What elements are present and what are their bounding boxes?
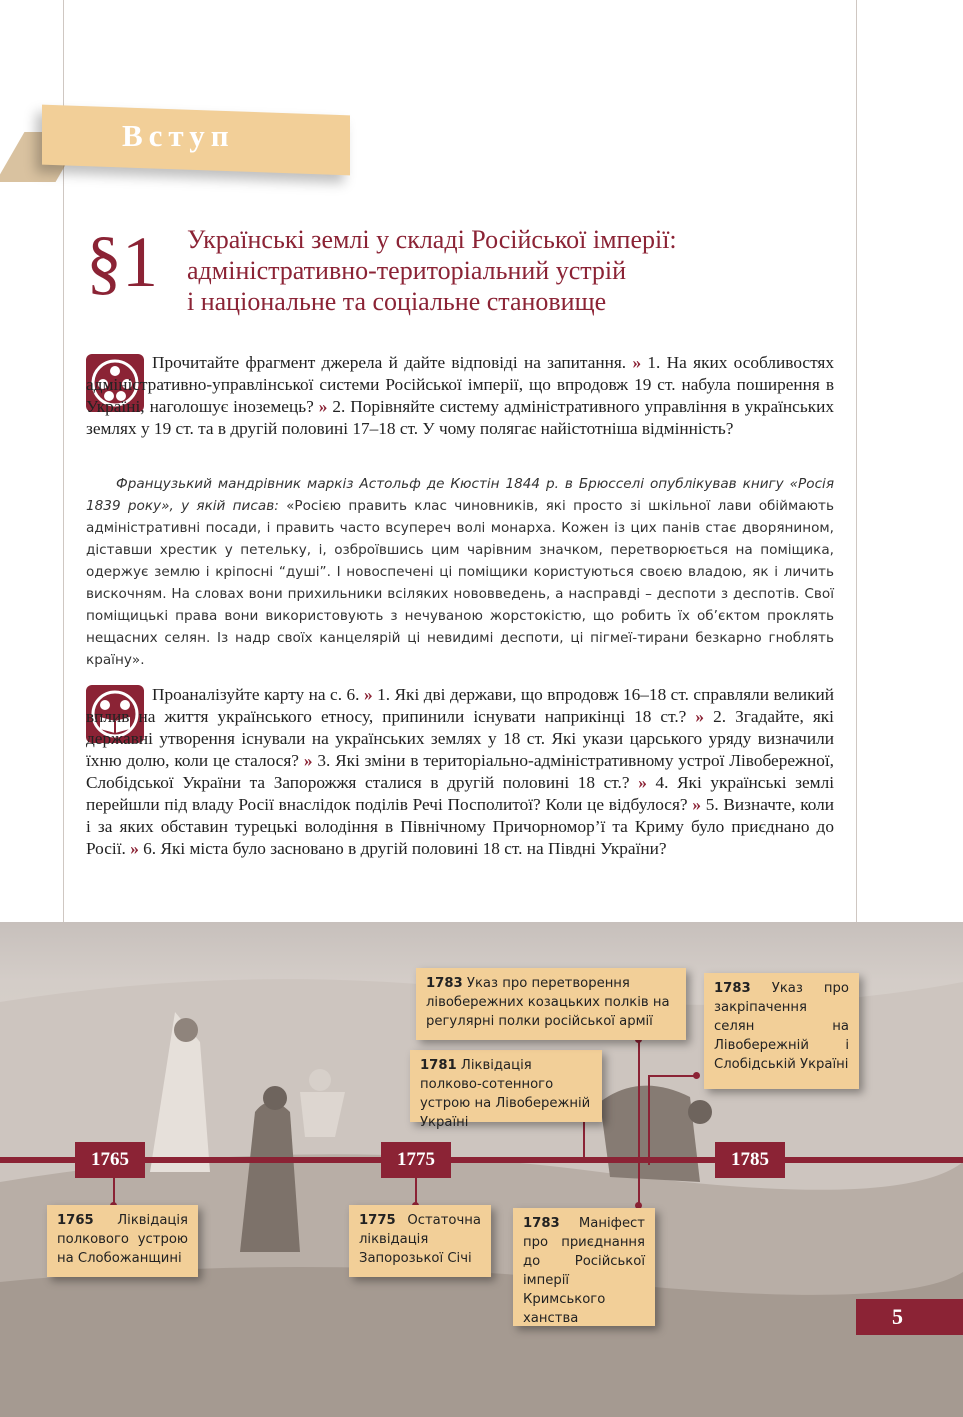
event-1765 xyxy=(47,1205,198,1277)
event-text: Ліквідація полково-сотенного устрою на Лівобережній Україні xyxy=(420,1058,591,1130)
event-year: 1783 xyxy=(523,1216,560,1231)
paragraph-number: §1 xyxy=(86,222,158,302)
timeline-connector xyxy=(638,1040,640,1208)
year-marker: 1785 xyxy=(715,1142,785,1178)
bullet: » xyxy=(638,773,647,792)
event-year: 1775 xyxy=(359,1213,396,1228)
bullet: » xyxy=(363,685,373,704)
task-1-question-2: 2. Порівняйте систему адміністративного управління в українських землях у 19 ст. та в другій половині 17–18 ст. У чому полягає найістотніша відмінність? xyxy=(86,397,835,438)
event-year: 1781 xyxy=(420,1058,457,1073)
year-marker: 1775 xyxy=(381,1142,451,1178)
task-1-question-1: 1. На яких особливостях адміністративно-управлінської системи Російської імперії, що впродовж 19 ст. набула поширення в Україні, наголошує іноземець? xyxy=(86,353,834,416)
timeline-connector xyxy=(648,1075,696,1077)
event-year: 1783 xyxy=(426,976,463,991)
source-text: «Росією править клас чиновників, які просто зі шкільної лави обіймають адміністративні посади, і править часто всупереч волі монарха. Кожен із цих панів стає дворянином, діставши хрестик у петельку, і, озброївшись цим чарівним значком, перетворюється на поміщика, одержує землю і кріпосні “душі”. І новоспечені ці поміщики користуються своєю владою, як і личить вискочням. На словах вони прихильники всіляких нововведень, а насправді – деспоти з деспотів. Свої поміщицькі права вони використовують з нечуваною жорстокістю, що робить їх об’єктом проклять нещасних селян. Із надр своїх канцелярій ці невидимі деспоти, ці пігмеї-тирани безкарно гноблять країну». xyxy=(86,498,834,668)
task-2 xyxy=(86,684,834,860)
event-text: Указ про перетворення лівобережних козацьких полків на регулярні полки російської армії xyxy=(426,976,670,1029)
event-1775 xyxy=(349,1205,491,1277)
event-year: 1765 xyxy=(57,1213,94,1228)
timeline-connector xyxy=(648,1075,650,1165)
event-text: Указ про закріпачення селян на Лівобережній і Слобідській Україні xyxy=(714,981,849,1072)
event-year: 1783 xyxy=(714,981,751,996)
source-intro: Французький мандрівник маркіз Астольф де Кюстін 1844 р. в Брюсселі опублікував книгу «Росія 1839 року», у якій писав: xyxy=(86,476,834,514)
event-1783-crimea xyxy=(513,1208,655,1326)
event-text: Маніфест про приєднання до Російської імперії Кримського ханства xyxy=(523,1216,645,1326)
task-2-question-2: 2. Згадайте, які державні утворення існували на українських землях у 18 ст. Які укази царського уряду визначили їхню долю, коли це сталося? xyxy=(86,707,834,770)
paragraph-title-line: і національне та соціальне становище xyxy=(187,287,607,316)
task-2-question-5: 5. Визначте, коли і за яких обставин турецькі володіння в Північному Причорномор’ї та Криму було приєднано до Росії. xyxy=(86,795,835,858)
bullet: » xyxy=(632,353,642,372)
page-number: 5 xyxy=(856,1299,963,1335)
source-quote xyxy=(86,473,834,671)
bullet: » xyxy=(130,839,139,858)
event-1781 xyxy=(410,1050,602,1130)
task-2-question-4: 4. Які українські землі перейшли під владу Росії внаслідок поділів Речі Посполитої? Коли це відбулося? xyxy=(86,773,834,814)
paragraph-title xyxy=(187,224,827,317)
event-1783-serfdom xyxy=(704,973,859,1089)
year-marker: 1765 xyxy=(75,1142,145,1178)
event-1783-regiments xyxy=(416,968,686,1040)
task-2-question-3: 3. Які зміни в територіально-адміністративному устрої Лівобережної, Слобідської України та Запорожжя сталися в другій половині 18 ст.? xyxy=(86,751,834,792)
timeline-dot xyxy=(693,1072,700,1079)
task-2-text: Проаналізуйте карту на с. 6. xyxy=(152,685,360,704)
task-2-question-6: 6. Які міста було засновано в другій половині 18 ст. на Півдні України? xyxy=(143,839,667,858)
bullet: » xyxy=(318,397,328,416)
event-text: Ліквідація полкового устрою на Слобожанщині xyxy=(57,1213,188,1266)
event-text: Остаточна ліквідація Запорозької Січі xyxy=(359,1213,481,1266)
paragraph-title-line: Українські землі у складі Російської імперії: xyxy=(187,225,677,254)
bullet: » xyxy=(692,795,701,814)
bullet: » xyxy=(695,707,705,726)
task-2-question-1: 1. Які дві держави, що впродовж 16–18 ст. справляли великий вплив на життя українського етносу, припинили існувати наприкінці 18 ст.? xyxy=(86,685,834,726)
paragraph-title-line: адміністративно-територіальний устрій xyxy=(187,256,627,285)
section-title: Вступ xyxy=(122,118,235,153)
timeline-connector xyxy=(583,1120,585,1160)
bullet: » xyxy=(303,751,313,770)
right-margin-rule xyxy=(856,0,857,922)
task-1 xyxy=(86,352,834,440)
task-1-text: Прочитайте фрагмент джерела й дайте відповіді на запитання. xyxy=(152,353,627,372)
